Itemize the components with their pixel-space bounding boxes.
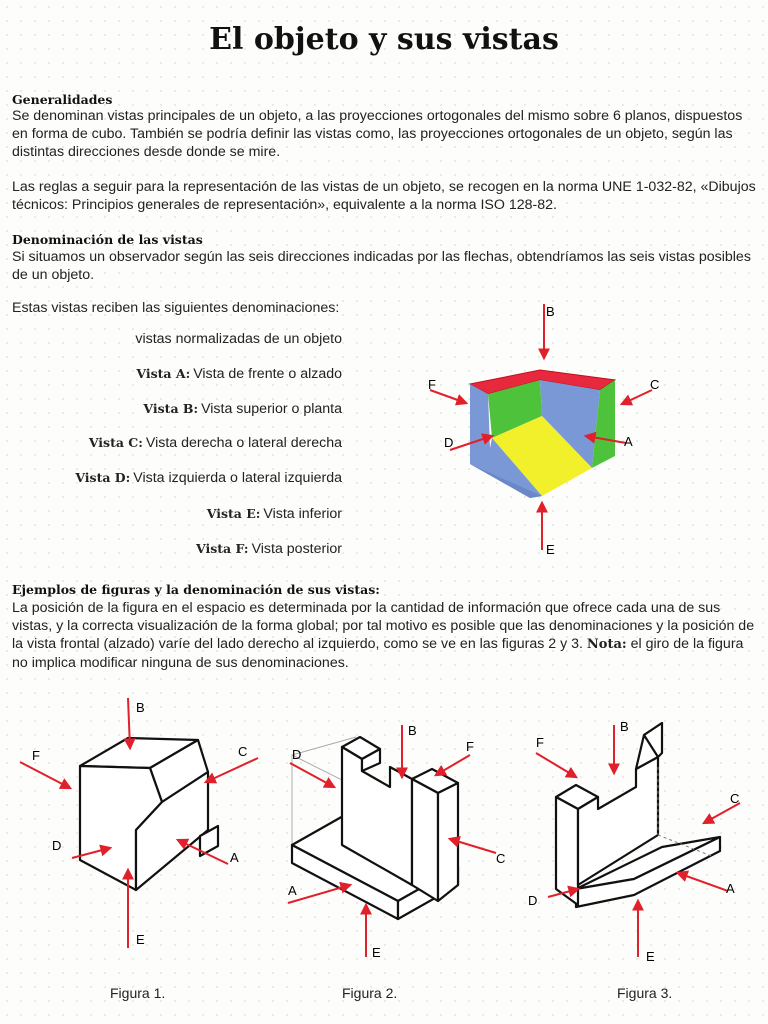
figure-3-label-a: A xyxy=(726,881,735,896)
figure-2-shape xyxy=(292,737,458,919)
view-item-a: Vista A: Vista de frente o alzado xyxy=(136,366,342,382)
paragraph-generalidades-1: Se denominan vistas principales de un objeto, a las proyecciones ortogonales del mismo sobre 6 planos, dispuestos en forma de cubo. También se podría definir las vistas como, las proyecciones ortogonales de un objeto, según las distintas direcciones desde donde se mire. xyxy=(12,108,743,160)
view-item-c: Vista C: Vista derecha o lateral derecha xyxy=(88,435,342,451)
page-title: El objeto y sus vistas xyxy=(209,22,559,57)
figure-3-caption: Figura 3. xyxy=(617,985,673,1001)
figure-3-label-b: B xyxy=(620,719,629,734)
figure-2-label-f: F xyxy=(466,739,474,754)
cube-label-d: D xyxy=(444,435,454,450)
figure-2-label-a: A xyxy=(288,883,297,898)
views-intro: Estas vistas reciben las siguientes denominaciones: xyxy=(12,300,340,316)
figure-1-label-e: E xyxy=(136,932,145,947)
figure-1-diagram xyxy=(10,690,260,960)
figure-3-label-f: F xyxy=(536,735,544,750)
figure-1-label-d: D xyxy=(52,838,62,853)
colored-cube-diagram xyxy=(400,298,680,563)
cube-label-a: A xyxy=(624,434,633,449)
figure-2-label-b: B xyxy=(408,723,417,738)
cube-label-f: F xyxy=(428,377,436,392)
figure-2-caption: Figura 2. xyxy=(342,985,398,1001)
cube-label-e: E xyxy=(546,542,555,557)
figure-1-shape xyxy=(80,738,218,890)
view-item-d: Vista D: Vista izquierda o lateral izquierda xyxy=(75,470,342,486)
cube-label-b: B xyxy=(546,304,555,319)
figure-3-diagram xyxy=(518,705,766,965)
cube-shape xyxy=(470,370,615,498)
figure-3-label-e: E xyxy=(646,949,655,964)
figure-1-label-f: F xyxy=(32,748,40,763)
heading-generalidades: Generalidades xyxy=(12,92,113,107)
figure-2-label-e: E xyxy=(372,945,381,960)
figure-2-label-c: C xyxy=(496,851,506,866)
figure-3-label-c: C xyxy=(730,791,740,806)
figure-1-label-b: B xyxy=(136,700,145,715)
figure-1-label-c: C xyxy=(238,744,248,759)
paragraph-generalidades-2: Las reglas a seguir para la representación de las vistas de un objeto, se recogen en la norma UNE 1-032-82, «Dibujos técnicos: Principios generales de representación», equivalente a la norma ISO 128-82. xyxy=(12,179,756,213)
view-item-e: Vista E: Vista inferior xyxy=(206,506,342,522)
view-item-f: Vista F: Vista posterior xyxy=(196,541,342,557)
heading-ejemplos: Ejemplos de figuras y la denominación de sus vistas: xyxy=(12,582,380,597)
paragraph-ejemplos: La posición de la figura en el espacio es determinada por la cantidad de información que ofrece cada una de sus vistas, y la correcta visualización de la forma global; por tal motivo es posible que las denominaciones y la posición de la vista frontal (alzado) varíe del lado derecho al izquierdo, como se ve en las figuras 2 y 3. Nota: el giro de la figura no implica modificar ninguna de sus denominaciones. xyxy=(12,600,755,671)
paragraph-denominacion: Si situamos un observador según las seis direcciones indicadas por las flechas, obtendríamos las seis vistas posibles de un objeto. xyxy=(12,249,751,283)
heading-denominacion: Denominación de las vistas xyxy=(12,232,203,247)
figure-2-diagram xyxy=(270,705,520,965)
view-item-b: Vista B: Vista superior o planta xyxy=(143,401,342,417)
figure-3-label-d: D xyxy=(528,893,538,908)
views-subtitle: vistas normalizadas de un objeto xyxy=(135,331,342,347)
figure-2-label-d: D xyxy=(292,747,302,762)
figure-1-label-a: A xyxy=(230,850,239,865)
nota-label: Nota: xyxy=(586,637,627,652)
figure-1-caption: Figura 1. xyxy=(110,985,166,1001)
cube-label-c: C xyxy=(650,377,660,392)
